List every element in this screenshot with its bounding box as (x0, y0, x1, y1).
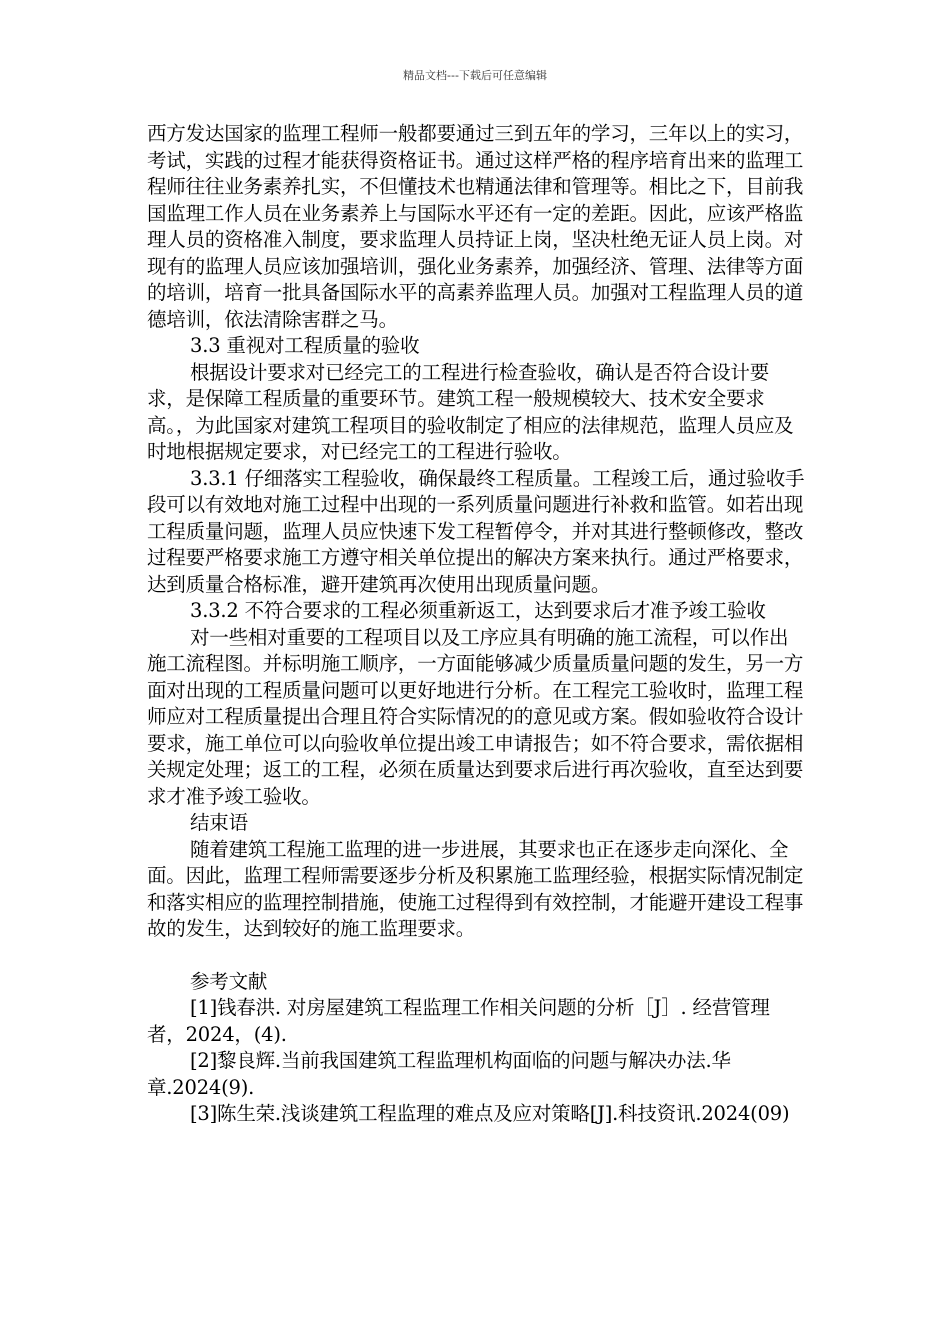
body-paragraph: 3.3.1 仔细落实工程验收，确保最终工程质量。工程竣工后，通过验收手段可以有效地对施工过程中出现的一系列质量问题进行补救和监管。如若出现工程质量问题，监理人员应快速下发工程暂停令，并对其进行整顿修改，整改过程要严格要求施工方遵守相关单位提出的解决方案来执行。通过严格要求，达到质量合格标准，避开建筑再次使用出现质量问题。 (147, 466, 805, 596)
subsection-heading: 3.3.2 不符合要求的工程必须重新返工，达到要求后才准予竣工验收 (190, 599, 766, 622)
spacer (147, 943, 807, 969)
references-heading: 参考文献 (190, 969, 268, 993)
body-paragraph: 随着建筑工程施工监理的进一步进展，其要求也正在逐步走向深化、全面。因此，监理工程师需要逐步分析及积累施工监理经验，根据实际情况制定和落实相应的监理控制措施，使施工过程得到有效控制，才能避开建设工程事故的发生，达到较好的施工监理要求。 (147, 837, 804, 940)
reference-item: [2]黎良辉.当前我国建筑工程监理机构面临的问题与解决办法.华章.2024(9). (147, 1049, 731, 1099)
section-heading: 3.3 重视对工程质量的验收 (190, 334, 420, 357)
document-body (147, 121, 807, 1128)
conclusion-heading: 结束语 (190, 811, 248, 834)
body-paragraph: 对一些相对重要的工程项目以及工序应具有明确的施工流程，可以作出施工流程图。并标明施工顺序，一方面能够减少质量质量问题的发生，另一方面对出现的工程质量问题可以更好地进行分析。在工程完工验收时，监理工程师应对工程质量提出合理且符合实际情况的的意见或方案。假如验收符合设计要求，施工单位可以向验收单位提出竣工申请报告；如不符合要求，需依据相关规定处理；返工的工程，必须在质量达到要求后进行再次验收，直至达到要求才准予竣工验收。 (147, 625, 804, 808)
reference-item: [3]陈生荣.浅谈建筑工程监理的难点及应对策略[J].科技资讯.2024(09) (190, 1102, 790, 1125)
reference-item: [1]钱春洪. 对房屋建筑工程监理工作相关问题的分析［J］. 经营管理者，2024，(4). (147, 996, 770, 1046)
body-paragraph: 西方发达国家的监理工程师一般都要通过三到五年的学习，三年以上的实习，考试，实践的过程才能获得资格证书。通过这样严格的程序培育出来的监理工程师往往业务素养扎实，不但懂技术也精通法律和管理等。相比之下，目前我国监理工作人员在业务素养上与国际水平还有一定的差距。因此，应该严格监理人员的资格准入制度，要求监理人员持证上岗，坚决杜绝无证人员上岗。对现有的监理人员应该加强培训，强化业务素养，加强经济、管理、法律等方面的培训，培育一批具备国际水平的高素养监理人员。加强对工程监理人员的道德培训，依法清除害群之马。 (147, 122, 804, 331)
page-header: 精品文档---下载后可任意编辑 (403, 69, 547, 82)
body-paragraph: 根据设计要求对已经完工的工程进行检查验收，确认是否符合设计要求，是保障工程质量的重要环节。建筑工程一般规模较大、技术安全要求高。，为此国家对建筑工程项目的验收制定了相应的法律规范，监理人员应及时地根据规定要求，对已经完工的工程进行验收。 (147, 360, 794, 463)
